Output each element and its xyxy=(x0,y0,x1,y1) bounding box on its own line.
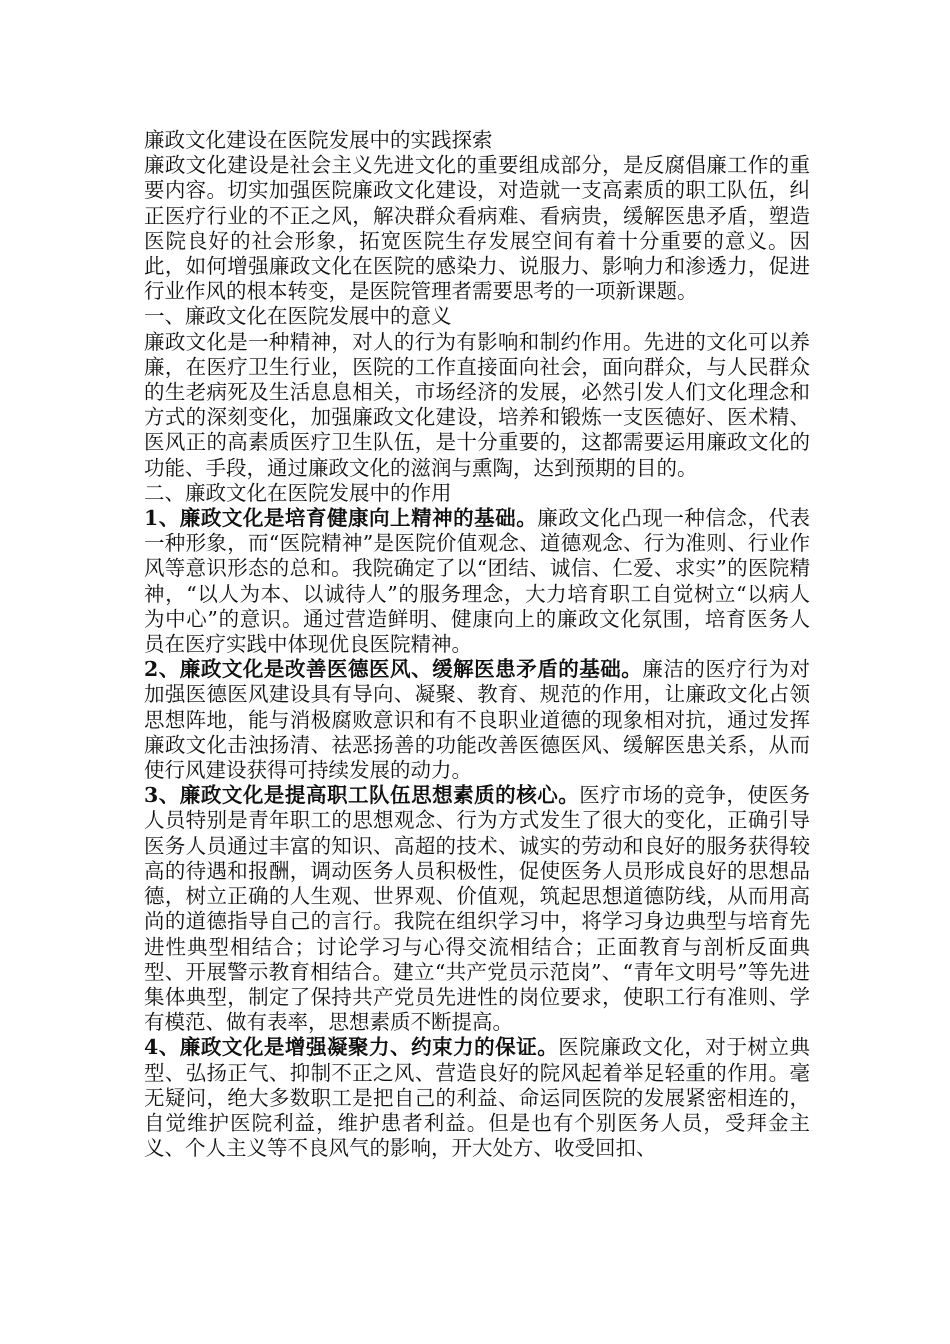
section-1-paragraph: 廉政文化是一种精神，对人的行为有影响和制约作用。先进的文化可以养廉，在医疗卫生行业，医院的工作直接面向社会，面向群众，与人民群众的生老病死及生活息息相关，市场经济的发展，必然引发人们文化理念和方式的深刻变化，加强廉政文化建设，培养和锻炼一支医德好、医术精、医风正的高素质医疗卫生队伍，是十分重要的，这都需要运用廉政文化的功能、手段，通过廉政文化的滋润与熏陶，达到预期的目的。 xyxy=(144,329,810,480)
point-1-text: 廉政文化凸现一种信念，代表一种形象，而“医院精神”是医院价值观念、道德观念、行为准则、行业作风等意识形态的总和。我院确定了以“团结、诚信、仁爱、求实”的医院精神，“以人为本、以诚待人”的服务理念，大力培育职工自觉树立“以病人为中心”的意识。通过营造鲜明、健康向上的廉政文化氛围，培育医务人员在医疗实践中体现优良医院精神。 xyxy=(144,506,811,657)
point-2-lead: 2、廉政文化是改善医德医风、缓解医患矛盾的基础。 xyxy=(144,657,643,682)
section-1-heading: 一、廉政文化在医院发展中的意义 xyxy=(144,304,452,329)
point-3-text: 医疗市场的竞争，使医务人员特别是青年职工的思想观念、行为方式发生了很大的变化，正确引导医务人员通过丰富的知识、高超的技术、诚实的劳动和良好的服务获得较高的待遇和报酬，调动医务人员积极性，促使医务人员形成良好的思想品德，树立正确的人生观、世界观、价值观，筑起思想道德防线，从而用高尚的道德指导自己的言行。我院在组织学习中，将学习身边典型与培育先进性典型相结合；讨论学习与心得交流相结合；正面教育与剖析反面典型、开展警示教育相结合。建立“共产党员示范岗”、“青年文明号”等先进集体典型，制定了保持共产党员先进性的岗位要求，使职工行有准则、学有模范、做有表率，思想素质不断提高。 xyxy=(144,783,811,1035)
point-2-paragraph xyxy=(144,657,810,783)
point-3-paragraph xyxy=(144,783,810,1035)
point-1-paragraph xyxy=(144,506,810,657)
point-4-lead: 4、廉政文化是增强凝聚力、约束力的保证。 xyxy=(144,1035,559,1060)
intro-paragraph: 廉政文化建设是社会主义先进文化的重要组成部分，是反腐倡廉工作的重要内容。切实加强医院廉政文化建设，对造就一支高素质的职工队伍，纠正医疗行业的不正之风，解决群众看病难、看病贵，缓解医患矛盾，塑造医院良好的社会形象，拓宽医院生存发展空间有着十分重要的意义。因此，如何增强廉政文化在医院的感染力、说服力、影响力和渗透力，促进行业作风的根本转变，是医院管理者需要思考的一项新课题。 xyxy=(144,153,810,304)
document-page xyxy=(144,128,810,1161)
section-2-heading: 二、廉政文化在医院发展中的作用 xyxy=(144,480,452,505)
point-4-text: 医院廉政文化，对于树立典型、弘扬正气、抑制不正之风、营造良好的院风起着举足轻重的作用。毫无疑问，绝大多数职工是把自己的利益、命运同医院的发展紧密相连的，自觉维护医院利益，维护患者利益。但是也有个别医务人员，受拜金主义、个人主义等不良风气的影响，开大处方、收受回扣、 xyxy=(144,1035,811,1161)
point-4-paragraph xyxy=(144,1035,810,1161)
document-title: 廉政文化建设在医院发展中的实践探索 xyxy=(144,128,493,152)
point-3-lead: 3、廉政文化是提高职工队伍思想素质的核心。 xyxy=(144,783,580,808)
point-2-text: 廉洁的医疗行为对加强医德医风建设具有导向、凝聚、教育、规范的作用，让廉政文化占领思想阵地，能与消极腐败意识和有不良职业道德的现象相对抗，通过发挥廉政文化击浊扬清、祛恶扬善的功能改善医德医风、缓解医患关系，从而使行风建设获得可持续发展的动力。 xyxy=(144,657,811,783)
point-1-lead: 1、廉政文化是培育健康向上精神的基础。 xyxy=(144,506,538,531)
